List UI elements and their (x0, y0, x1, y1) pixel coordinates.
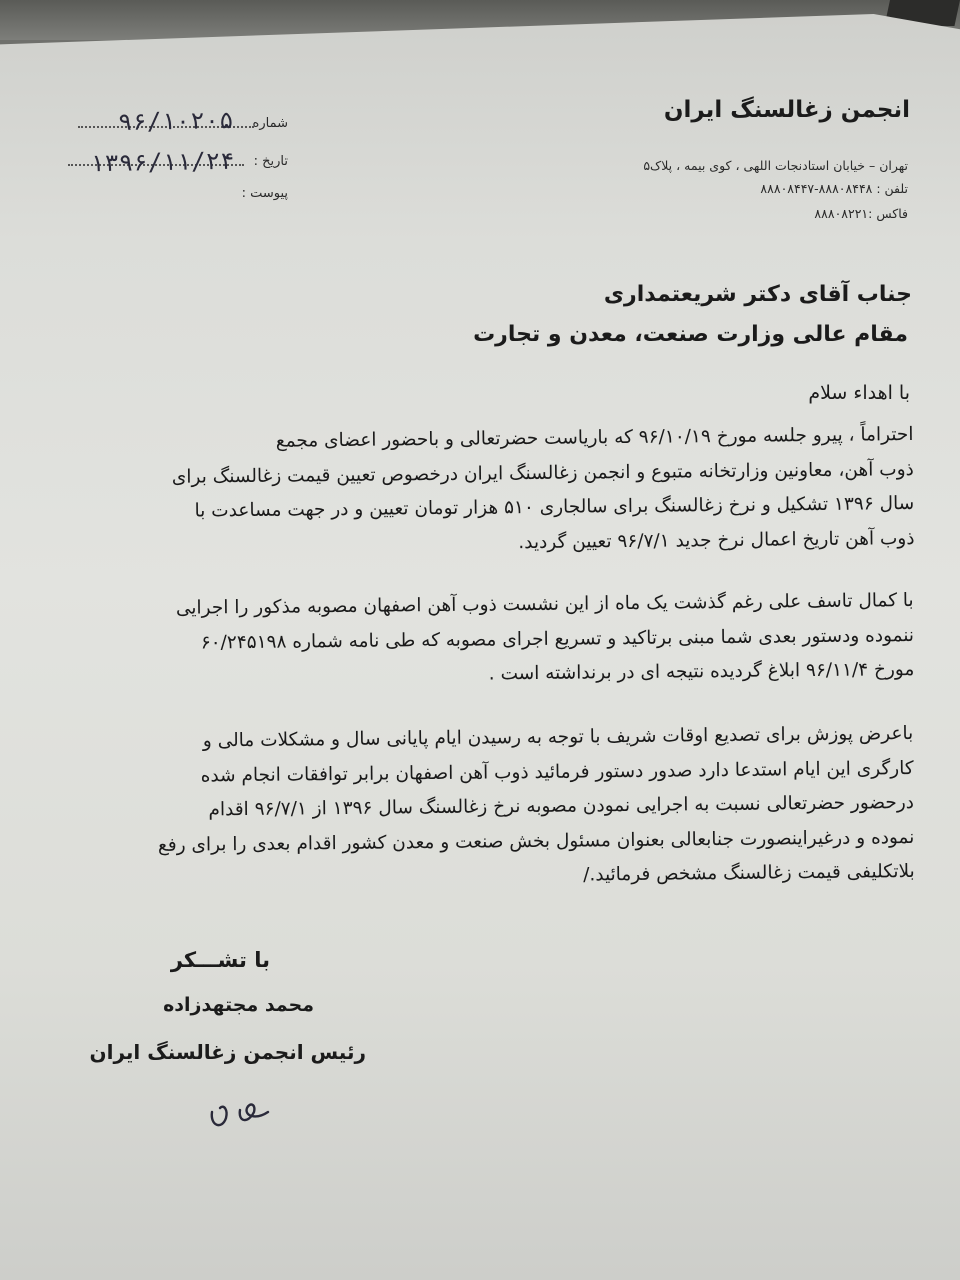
organization-name: انجمن زغالسنگ ایران (663, 97, 910, 123)
organization-fax: فاکس :۸۸۸۰۸۲۲۱ (814, 206, 908, 221)
signer-name: محمد مجتهدزاده (163, 994, 314, 1016)
letter-number-row (253, 112, 288, 131)
body-line: با کمال تاسف علی رغم گذشت یک ماه از این نشست ذوب آهن اصفهان مصوبه مذکور را اجرایی (175, 590, 914, 619)
body-line: سال ۱۳۹۶ تشکیل و نرخ زغالسنگ برای سالجاری ۵۱۰ هزار تومان تعیین و در جهت مساعدت با (194, 492, 915, 522)
letter-date-handwritten: ۱۳۹۶/۱۱/۲۴ (89, 146, 235, 178)
letter-attachment-row (242, 182, 288, 201)
organization-address: تهران – خیابان استادنجات اللهی ، کوی بیمه ، پلاک۵ (643, 158, 908, 173)
recipient-title: مقام عالی وزارت صنعت، معدن و تجارت (473, 322, 908, 347)
body-line: احتراماً ، پیرو جلسه مورخ ۹۶/۱۰/۱۹ که باریاست حضرتعالی و باحضور اعضای مجمع (275, 424, 914, 452)
greeting: با اهداء سلام (808, 382, 910, 404)
letter-number-handwritten: ۹۶/۱۰۲۰۵ (118, 105, 235, 137)
body-line: درحضور حضرتعالی نسبت به اجرایی نمودن مصوبه نرخ زغالسنگ سال ۱۳۹۶ از ۹۶/۷/۱ اقدام (208, 792, 915, 821)
letter-date-label: تاریخ : (253, 154, 288, 169)
body-line: مورخ ۹۶/۱۱/۴ ابلاغ گردیده نتیجه ای در برنداشته است . (488, 658, 915, 685)
body-line: بلاتکلیفی قیمت زغالسنگ مشخص فرمائید./ (583, 860, 915, 886)
recipient-name: جناب آقای دکتر شریعتمداری (603, 282, 912, 307)
letter-attachment-label: پیوست : (241, 186, 288, 201)
body-paragraph-2 (54, 584, 915, 697)
body-line: ننموده ودستور بعدی شما مبنی برتاکید و تسریع اجرای مصوبه که طی نامه شماره ۶۰/۲۴۵۱۹۸ (200, 624, 915, 653)
letter-date-row (254, 150, 288, 169)
signer-title: رئیس انجمن زغالسنگ ایران (89, 1040, 366, 1064)
organization-phone: تلفن : ۸۸۸۰۸۴۴۸-۸۸۸۰۸۴۴۷ (760, 181, 908, 196)
body-paragraph-3 (53, 717, 915, 898)
body-line: باعرض پوزش برای تصدیع اوقات شریف با توجه به رسیدن ایام پایانی سال و مشکلات مالی و (202, 723, 914, 752)
body-line: نموده و درغیراینصورت جنابعالی بعنوان مسئول بخش صنعت و معدن کشور اقدام بعدی را برای رفع (157, 826, 915, 856)
closing-thanks: با تشـــکر (170, 948, 270, 972)
letter-number-label: شماره (252, 116, 288, 131)
body-line: ذوب آهن تاریخ اعمال نرخ جدید ۹۶/۷/۱ تعیین گردید. (518, 527, 915, 553)
body-paragraph-1 (53, 418, 914, 565)
body-line: کارگری این ایام استدعا دارد صدور دستور فرمائید ذوب آهن اصفهان برابر توافقات انجام شده (200, 757, 914, 786)
handwritten-signature (200, 1082, 290, 1142)
body-line: ذوب آهن، معاونین وزارتخانه متبوع و انجمن زغالسنگ ایران درخصوص تعیین قیمت زغالسنگ برای (171, 458, 914, 488)
